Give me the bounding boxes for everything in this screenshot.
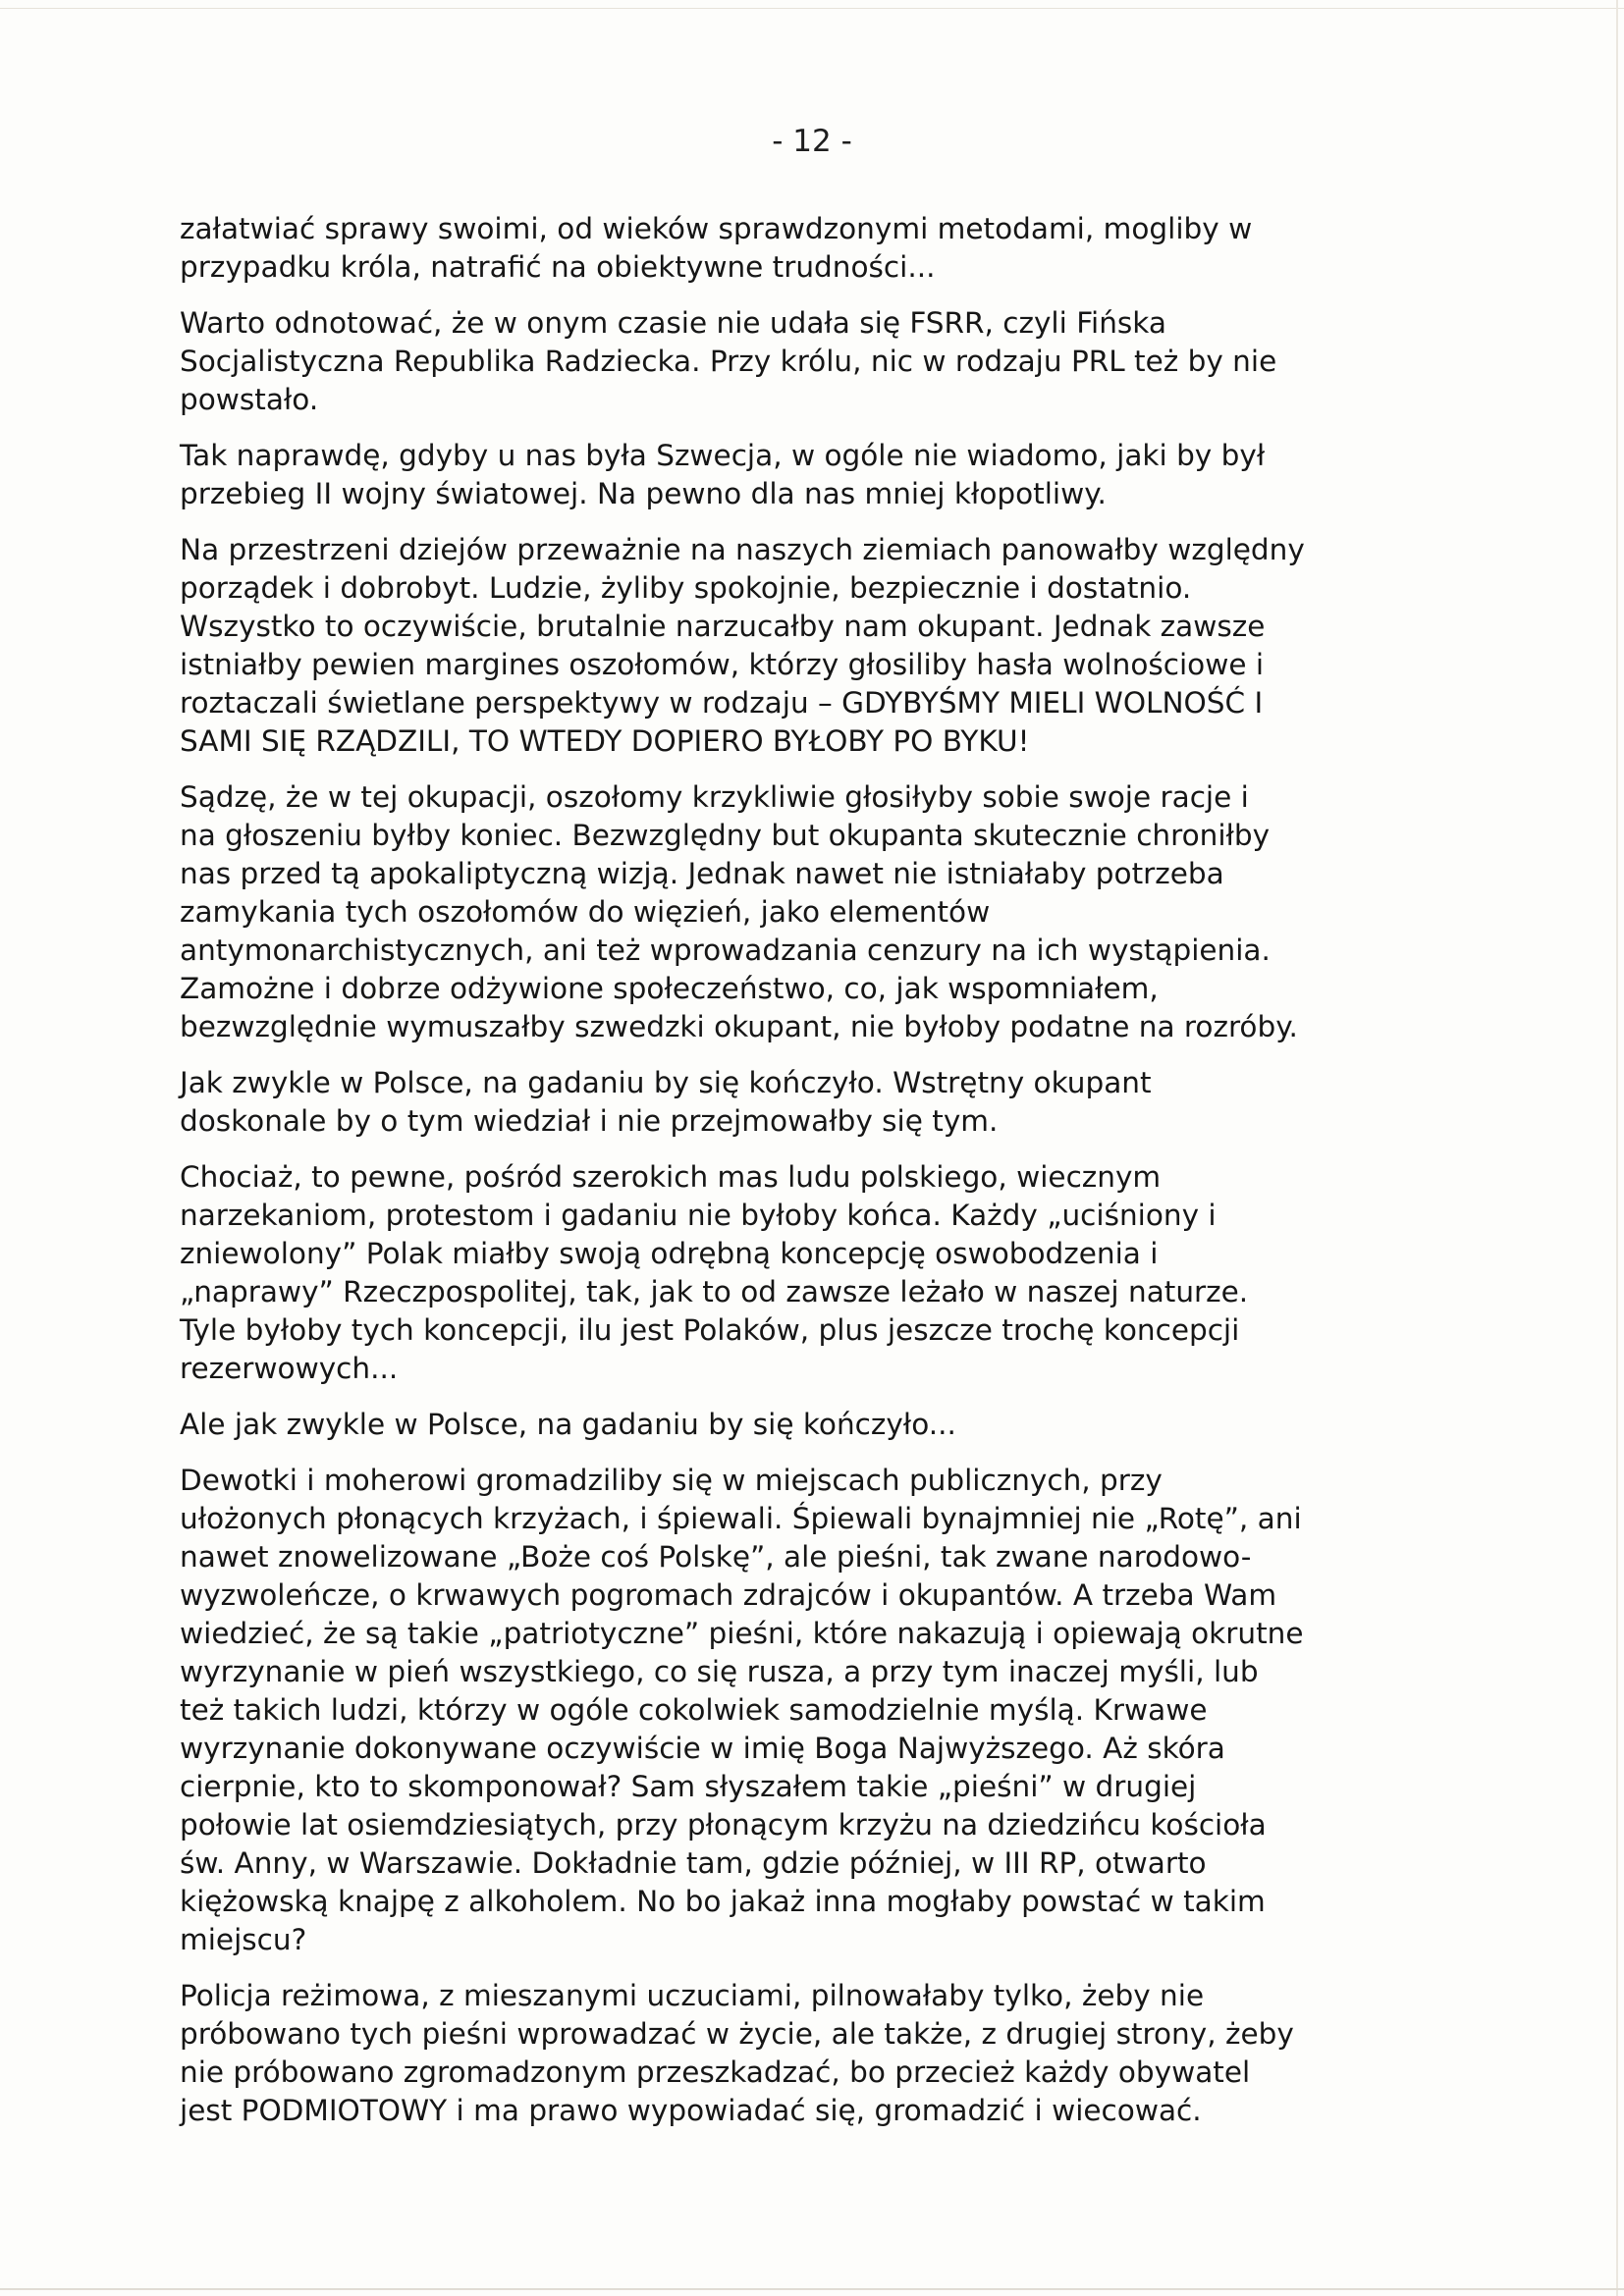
- paragraph: Dewotki i moherowi gromadziliby się w miejscach publicznych, przy ułożonych płonących krzyżach, i śpiewali. Śpiewali bynajmniej nie „Rotę”, ani nawet znowelizowane „Boże coś Polskę”, ale pieśni, tak zwane narodowo- wyzwoleńcze, o krwawych pogromach zdrajców i okupantów. A trzeba Wam wiedzieć, że są takie „patriotyczne” pieśni, które nakazują i opiewają okrutne wyrzynanie w pień wszystkiego, co się rusza, a przy tym inaczej myśli, lub też takich ludzi, którzy w ogóle cokolwiek samodzielnie myślą. Krwawe wyrzynanie dokonywane oczywiście w imię Boga Najwyższego. Aż skóra cierpnie, kto to skomponował? Sam słyszałem takie „pieśni” w drugiej połowie lat osiemdziesiątych, przy płonącym krzyżu na dziedzińcu kościoła św. Anny, w Warszawie. Dokładnie tam, gdzie później, w III RP, otwarto kiężowską knajpę z alkoholem. No bo jakaż inna mogłaby powstać w takim miejscu?: [180, 1464, 1304, 1956]
- paragraph: Na przestrzeni dziejów przeważnie na naszych ziemiach panowałby względny porządek i dobrobyt. Ludzie, żyliby spokojnie, bezpiecznie i dostatnio. Wszystko to oczywiście, brutalnie narzucałby nam okupant. Jednak zawsze istniałby pewien margines oszołomów, którzy głosiliby hasła wolnościowe i roztaczali świetlane perspektywy w rodzaju – GDYBYŚMY MIELI WOLNOŚĆ I SAMI SIĘ RZĄDZILI, TO WTEDY DOPIERO BYŁOBY PO BYKU!: [180, 533, 1305, 758]
- paragraph: Jak zwykle w Polsce, na gadaniu by się kończyło. Wstrętny okupant doskonale by o tym wiedział i nie przejmowałby się tym.: [180, 1066, 1152, 1138]
- paragraph: Tak naprawdę, gdyby u nas była Szwecja, w ogóle nie wiadomo, jaki by był przebieg II wojny światowej. Na pewno dla nas mniej kłopotliwy.: [180, 439, 1266, 510]
- paragraph: Policja reżimowa, z mieszanymi uczuciami, pilnowałaby tylko, żeby nie próbowano tych pieśni wprowadzać w życie, ale także, z drugiej strony, żeby nie próbowano zgromadzonym przeszkadzać, bo przecież każdy obywatel jest PODMIOTOWY i ma prawo wypowiadać się, gromadzić i wiecować.: [180, 1979, 1294, 2127]
- paragraph: Sądzę, że w tej okupacji, oszołomy krzykliwie głosiłyby sobie swoje racje i na głoszeniu byłby koniec. Bezwzględny but okupanta skutecznie chroniłby nas przed tą apokaliptyczną wizją. Jednak nawet nie istniałaby potrzeba zamykania tych oszołomów do więzień, jako elementów antymonarchistycznych, ani też wprowadzania cenzury na ich wystąpienia. Zamożne i dobrze odżywione społeczeństwo, co, jak wspomniałem, bezwzględnie wymuszałby szwedzki okupant, nie byłoby podatne na rozróby.: [180, 780, 1298, 1043]
- paragraph: Warto odnotować, że w onym czasie nie udała się FSRR, czyli Fińska Socjalistyczna Republika Radziecka. Przy królu, nic w rodzaju PRL też by nie powstało.: [180, 306, 1277, 416]
- page-number: - 12 -: [772, 124, 852, 159]
- page-edge-right: [1616, 0, 1618, 2296]
- paragraph: załatwiać sprawy swoimi, od wieków sprawdzonymi metodami, mogliby w przypadku króla, natrafić na obiektywne trudności...: [180, 212, 1253, 284]
- page-edge-bottom: [0, 2288, 1624, 2290]
- paragraph: Ale jak zwykle w Polsce, na gadaniu by się kończyło...: [180, 1408, 956, 1441]
- page-edge-top: [0, 8, 1624, 9]
- paragraph: Chociaż, to pewne, pośród szerokich mas ludu polskiego, wiecznym narzekaniom, protestom i gadaniu nie byłoby końca. Każdy „uciśniony i zniewolony” Polak miałby swoją odrębną koncepcję oswobodzenia i „naprawy” Rzeczpospolitej, tak, jak to od zawsze leżało w naszej naturze. Tyle byłoby tych koncepcji, ilu jest Polaków, plus jeszcze trochę koncepcji rezerwowych...: [180, 1160, 1249, 1385]
- body-text: [180, 210, 1419, 2148]
